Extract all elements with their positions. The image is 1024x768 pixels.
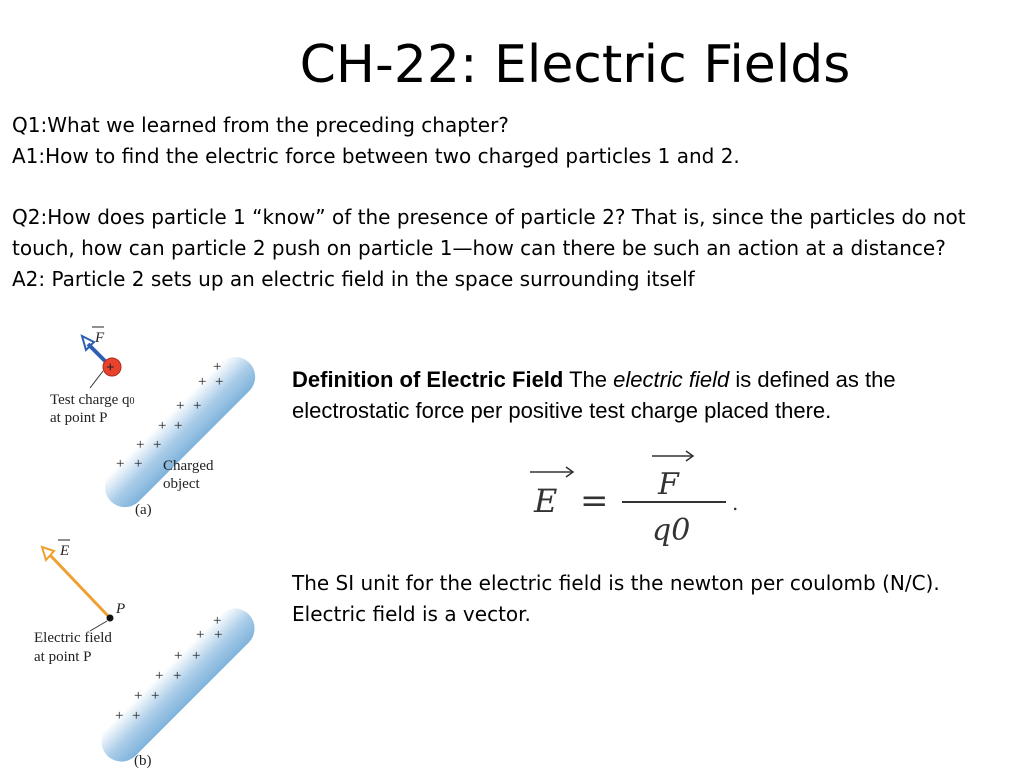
equation-lhs: E bbox=[534, 482, 558, 520]
question-1: Q1:What we learned from the preceding chapter? bbox=[12, 113, 509, 137]
point-p-dot bbox=[107, 615, 114, 622]
point-p: P bbox=[116, 601, 126, 617]
svg-text:+: + bbox=[153, 437, 162, 453]
si-unit-text: The SI unit for the electric field is the newton per coulomb (N/C). bbox=[292, 571, 940, 595]
electric-field-vector-arrow bbox=[42, 547, 110, 618]
equation-denominator: q0 bbox=[652, 513, 691, 548]
figure-b-electric-field bbox=[28, 535, 288, 768]
svg-text:+: + bbox=[174, 648, 183, 664]
svg-text:+: + bbox=[136, 437, 145, 453]
svg-text:+: + bbox=[158, 418, 167, 434]
svg-text:+: + bbox=[215, 374, 224, 390]
equation-numerator: F bbox=[658, 467, 679, 502]
svg-text:+: + bbox=[176, 398, 185, 414]
figure-a-test-charge bbox=[40, 322, 290, 522]
svg-text:+: + bbox=[106, 360, 115, 376]
svg-text:+: + bbox=[134, 456, 143, 472]
electric-field-point-label: at point P bbox=[34, 649, 92, 665]
definition-emphasis: electric field bbox=[613, 367, 730, 392]
answer-2: A2: Particle 2 sets up an electric field in the space surrounding itself bbox=[12, 266, 695, 291]
svg-text:+: + bbox=[213, 613, 222, 629]
svg-text:E: E bbox=[60, 543, 70, 559]
svg-text:+: + bbox=[151, 688, 160, 704]
definition-text-1: The bbox=[563, 367, 614, 392]
svg-text:+: + bbox=[192, 648, 201, 664]
vector-note: Electric field is a vector. bbox=[292, 602, 531, 626]
svg-text:+: + bbox=[198, 374, 207, 390]
svg-text:+: + bbox=[173, 668, 182, 684]
figure-a-caption: (a) bbox=[135, 502, 152, 518]
figure-b-caption: (b) bbox=[134, 753, 152, 768]
electric-field-vector-label bbox=[58, 540, 70, 559]
definition-block bbox=[292, 364, 1007, 426]
answer-1: A1:How to find the electric force between two charged particles 1 and 2. bbox=[12, 143, 740, 168]
slide-title: CH-22: Electric Fields bbox=[299, 35, 851, 95]
svg-text:+: + bbox=[132, 708, 141, 724]
svg-text:+: + bbox=[134, 688, 143, 704]
test-charge-label: Test charge q0 bbox=[50, 392, 135, 408]
svg-text:F: F bbox=[95, 330, 105, 346]
charged-rod-b bbox=[93, 600, 263, 768]
svg-text:+: + bbox=[115, 708, 124, 724]
definition-text-2: is defined as the electrostatic force per positive test charge placed there. bbox=[292, 367, 896, 423]
svg-text:+: + bbox=[213, 359, 222, 375]
question-2: Q2:How does particle 1 “know” of the presence of particle 2? That is, since the particles do not touch, how can particle 2 push on particle 1—how can there be such an action at a distance? bbox=[12, 205, 966, 260]
point-p-label: at point P bbox=[50, 410, 108, 426]
charged-object-label: Charged bbox=[163, 458, 214, 474]
svg-text:+: + bbox=[214, 627, 223, 643]
svg-text:+: + bbox=[116, 456, 125, 472]
charged-object-label-2: object bbox=[163, 476, 200, 492]
electric-field-equation bbox=[520, 448, 750, 548]
si-unit-block bbox=[292, 568, 1007, 630]
svg-text:+: + bbox=[174, 418, 183, 434]
electric-field-label: Electric field bbox=[34, 630, 112, 646]
svg-text:+: + bbox=[196, 627, 205, 643]
definition-heading: Definition of Electric Field bbox=[292, 367, 564, 392]
qa-block bbox=[12, 110, 1012, 294]
equation-period: . bbox=[732, 491, 739, 515]
equation-equals: = bbox=[580, 481, 609, 521]
svg-text:+: + bbox=[155, 668, 164, 684]
svg-text:+: + bbox=[193, 398, 202, 414]
